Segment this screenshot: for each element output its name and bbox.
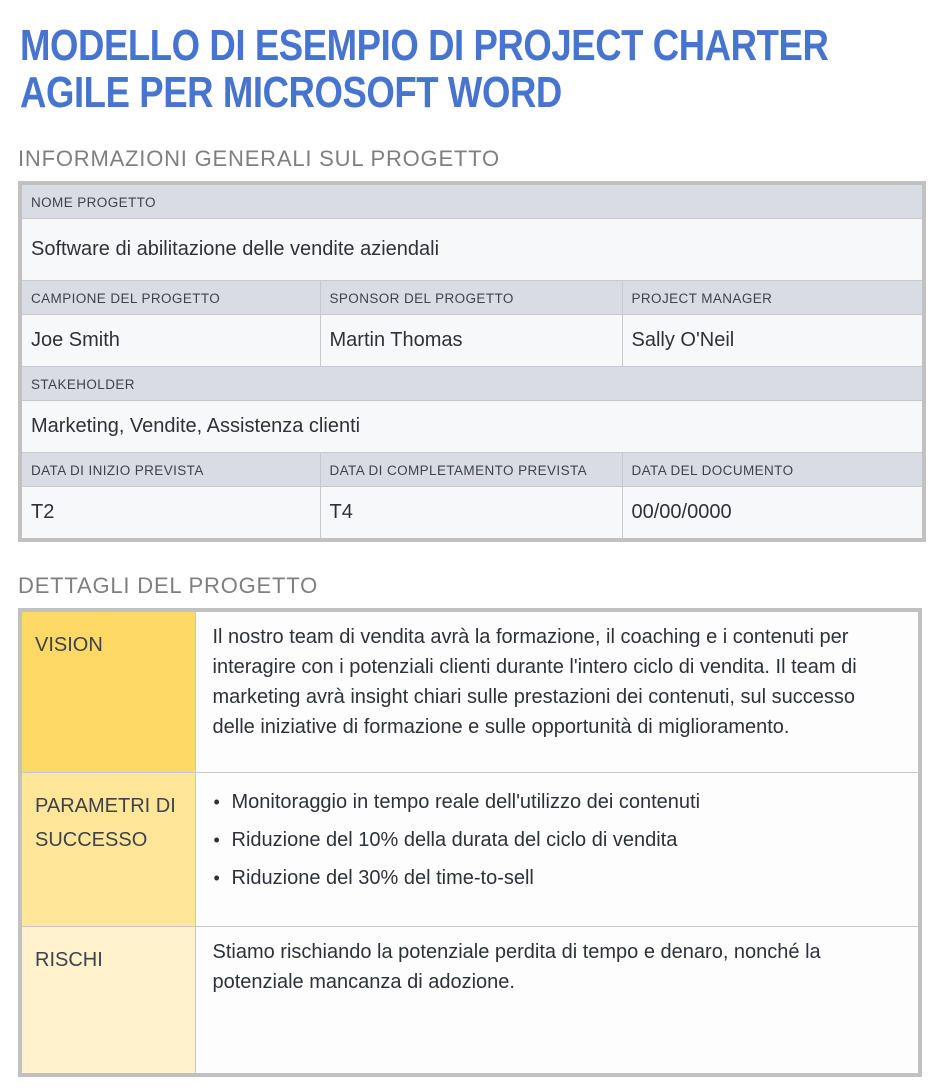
bullet-list — [213, 787, 899, 893]
list-item-text: Riduzione del 30% del time-to-sell — [231, 866, 534, 889]
bullet-icon: • — [213, 867, 220, 888]
general-info-table — [18, 181, 926, 542]
bullet-icon: • — [213, 791, 220, 812]
list-item — [213, 825, 899, 855]
page-title-line-1: MODELLO DI ESEMPIO DI PROJECT CHARTER — [20, 21, 829, 70]
section-heading-general-info: INFORMAZIONI GENERALI SUL PROGETTO — [18, 146, 500, 171]
list-item-text: Riduzione del 10% della durata del ciclo di vendita — [231, 828, 678, 851]
sponsor-value: Martin Thomas — [320, 315, 622, 367]
completion-date-value: T4 — [320, 487, 622, 541]
table-row — [20, 219, 924, 281]
bullet-icon: • — [213, 829, 220, 850]
document-date-label: DATA DEL DOCUMENTO — [622, 453, 924, 487]
success-metrics-list — [195, 772, 920, 926]
start-date-label: DATA DI INIZIO PREVISTA — [20, 453, 320, 487]
section-heading-project-details: DETTAGLI DEL PROGETTO — [18, 573, 318, 598]
page-title — [20, 21, 829, 117]
table-row — [20, 401, 924, 453]
project-name-label: NOME PROGETTO — [20, 183, 924, 219]
project-name-value: Software di abilitazione delle vendite aziendali — [20, 219, 924, 281]
stakeholder-value: Marketing, Vendite, Assistenza clienti — [20, 401, 924, 453]
vision-label: VISION — [20, 610, 195, 772]
champion-label: CAMPIONE DEL PROGETTO — [20, 281, 320, 315]
risks-text: Stiamo rischiando la potenziale perdita di tempo e denaro, nonché la potenziale mancanza di adozione. — [195, 926, 920, 1075]
project-manager-label: PROJECT MANAGER — [622, 281, 924, 315]
project-manager-value: Sally O'Neil — [622, 315, 924, 367]
completion-date-label: DATA DI COMPLETAMENTO PREVISTA — [320, 453, 622, 487]
table-row — [20, 367, 924, 401]
start-date-value: T2 — [20, 487, 320, 541]
document-date-value: 00/00/0000 — [622, 487, 924, 541]
risks-label: RISCHI — [20, 926, 195, 1075]
champion-value: Joe Smith — [20, 315, 320, 367]
page-title-line-2: AGILE PER MICROSOFT WORD — [20, 68, 562, 117]
list-item-text: Monitoraggio in tempo reale dell'utilizzo dei contenuti — [231, 790, 701, 813]
success-metrics-label: PARAMETRI DI SUCCESSO — [20, 772, 195, 926]
sponsor-label: SPONSOR DEL PROGETTO — [320, 281, 622, 315]
table-row — [20, 487, 924, 541]
table-row — [20, 183, 924, 219]
table-row — [20, 315, 924, 367]
list-item — [213, 863, 899, 893]
table-row — [20, 772, 920, 926]
table-row — [20, 281, 924, 315]
vision-text: Il nostro team di vendita avrà la formazione, il coaching e i contenuti per interagire con i potenziali clienti durante l'intero ciclo di vendita. Il team di marketing avrà insight chiari sulle prestazioni dei contenuti, sul successo delle iniziative di formazione e sulle opportunità di miglioramento. — [195, 610, 920, 772]
list-item — [213, 787, 899, 817]
table-row — [20, 610, 920, 772]
project-details-table — [18, 608, 922, 1077]
table-row — [20, 926, 920, 1075]
stakeholder-label: STAKEHOLDER — [20, 367, 924, 401]
table-row — [20, 453, 924, 487]
